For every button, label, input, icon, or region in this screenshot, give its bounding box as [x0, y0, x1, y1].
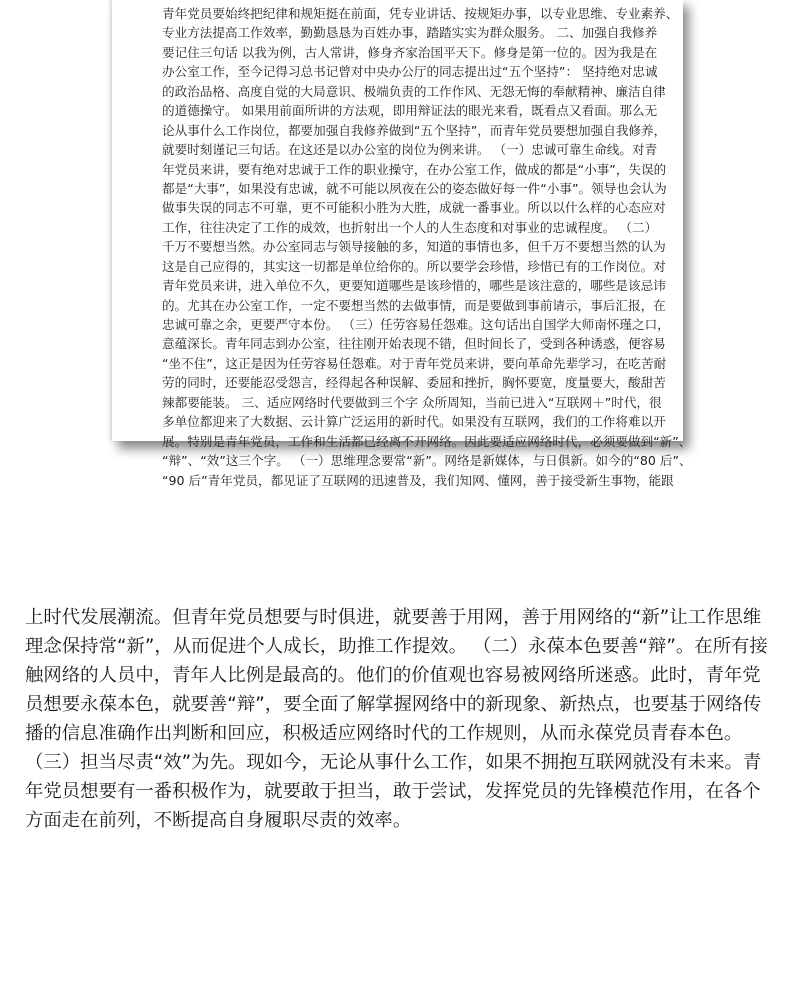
text-line: 播的信息准确作出判断和回应，积极适应网络时代的工作规则，从而永葆党员青春本色。	[25, 723, 743, 744]
text-line: 方面走在前列，不断提高自身履职尽责的效率。	[25, 810, 412, 831]
document-page-preview	[112, 0, 692, 488]
page-line: 论从事什么工作岗位，都要加强自我修养做到“五个坚持”，而青年党员要想加强自我修养，	[162, 122, 667, 138]
text-line: 触网络的人员中，青年人比例是最高的。他们的价值观也容易被网络所迷惑。此时，青年党	[25, 665, 761, 686]
page-line: “辩”、“效”这三个字。 （一）思维理念要常“新”。网络是新媒体，与日俱新。如今的“80 后”、	[162, 453, 692, 469]
page-preview-text	[162, 4, 692, 490]
text-line: 理念保持常“新”，从而促进个人成长，助推工作提效。 （二）永葆本色要善“辩”。在所有接	[25, 636, 768, 657]
text-line: 员想要永葆本色，就要善“辩”，要全面了解掌握网络中的新现象、新热点，也要基于网络传	[25, 694, 762, 715]
text-line: （三）担当尽责“效”为先。现如今，无论从事什么工作，如果不拥抱互联网就没有未来。青	[25, 752, 762, 773]
page-line: 都是“大事”，如果没有忠诚，就不可能以夙夜在公的姿态做好每一件“小事”。领导也会认为	[162, 180, 667, 196]
page-line: 千万不要想当然。办公室同志与领导接触的多，知道的事情也多，但千万不要想当然的认为	[162, 239, 666, 255]
page-line: 展。特别是青年党员，工作和生活都已经离不开网络。因此要适应网络时代，必须要做到“新”、	[162, 433, 692, 449]
page-line: 要记住三句话 以我为例，古人常讲，修身齐家治国平天下。修身是第一位的。因为我是在	[162, 44, 658, 60]
text-line: 年党员想要有一番积极作为，就要敢于担当，敢于尝试，发挥党员的先锋模范作用，在各个	[25, 781, 761, 802]
page-line: 做事失误的同志不可靠，更不可能积小胜为大胜，成就一番事业。所以以什么样的心态应对	[162, 200, 666, 216]
page-line: 的道德操守。 如果用前面所讲的方法观，即用辩证法的眼光来看，既看点又看面。那么无	[162, 103, 658, 119]
page-line: 辣都要能装。 三、适应网络时代要做到三个字 众所周知，当前已进入“互联网＋”时代，很	[162, 394, 662, 410]
page-line: “坐不住”，这正是因为任劳容易任怨难。对于青年党员来讲，要向革命先辈学习，在吃苦耐	[162, 355, 667, 371]
page-line: 办公室工作，至今记得习总书记曾对中央办公厅的同志提出过“五个坚持”： 坚持绝对忠诚	[162, 64, 658, 80]
page-line: 的政治品格、高度自觉的大局意识、极端负责的工作作风、无怨无悔的奉献精神、廉洁自律	[162, 83, 666, 99]
text-line: 上时代发展潮流。但青年党员想要与时俱进，就要善于用网，善于用网络的“新”让工作思维	[25, 607, 762, 628]
page-line: 多单位都迎来了大数据、云计算广泛运用的新时代。如果没有互联网，我们的工作将难以开	[162, 414, 666, 430]
page-line: 青年党员来讲，进入单位不久，更要知道哪些是该珍惜的，哪些是该注意的，哪些是该忌讳	[162, 278, 666, 294]
page-line: 就要时刻谨记三句话。在这还是以办公室的岗位为例来讲。 （一）忠诚可靠生命线。对青	[162, 142, 658, 158]
page-line: 的。尤其在办公室工作，一定不要想当然的去做事情，而是要做到事前请示，事后汇报，在	[162, 297, 666, 313]
page-line: 意蕴深长。青年同志到办公室，往往刚开始表现不错，但时间长了，受到各种诱惑，便容易	[162, 336, 666, 352]
page-line: 青年党员要始终把纪律和规矩挺在前面，凭专业讲话、按规矩办事，以专业思维、专业素养、	[162, 6, 679, 21]
page-line: “90 后”青年党员，都见证了互联网的迅速普及，我们知网、懂网，善于接受新生事物，能跟	[162, 472, 674, 488]
page-line: 年党员来讲，要有绝对忠诚于工作的职业操守，在办公室工作，做成的都是“小事”，失误的	[162, 161, 667, 177]
page-line: 专业方法提高工作效率，勤勤恳恳为百姓办事，踏踏实实为群众服务。 二、加强自我修养	[162, 25, 658, 41]
page-line: 工作，往往决定了工作的成效，也折射出一个人的人生态度和对事业的忠诚程度。 （二）	[162, 219, 658, 235]
page-line: 这是自己应得的，其实这一切都是单位给你的。所以要学会珍惜，珍惜已有的工作岗位。对	[162, 258, 666, 274]
continuation-text	[25, 603, 777, 835]
page-line: 劳的同时，还要能忍受怨言，经得起各种误解、委屈和挫折，胸怀要宽，度量要大，酸甜苦	[162, 375, 666, 391]
page-line: 忠诚可靠之余，更要严守本份。 （三）任劳容易任怨难。这句话出自国学大师南怀瑾之口，	[162, 317, 670, 332]
